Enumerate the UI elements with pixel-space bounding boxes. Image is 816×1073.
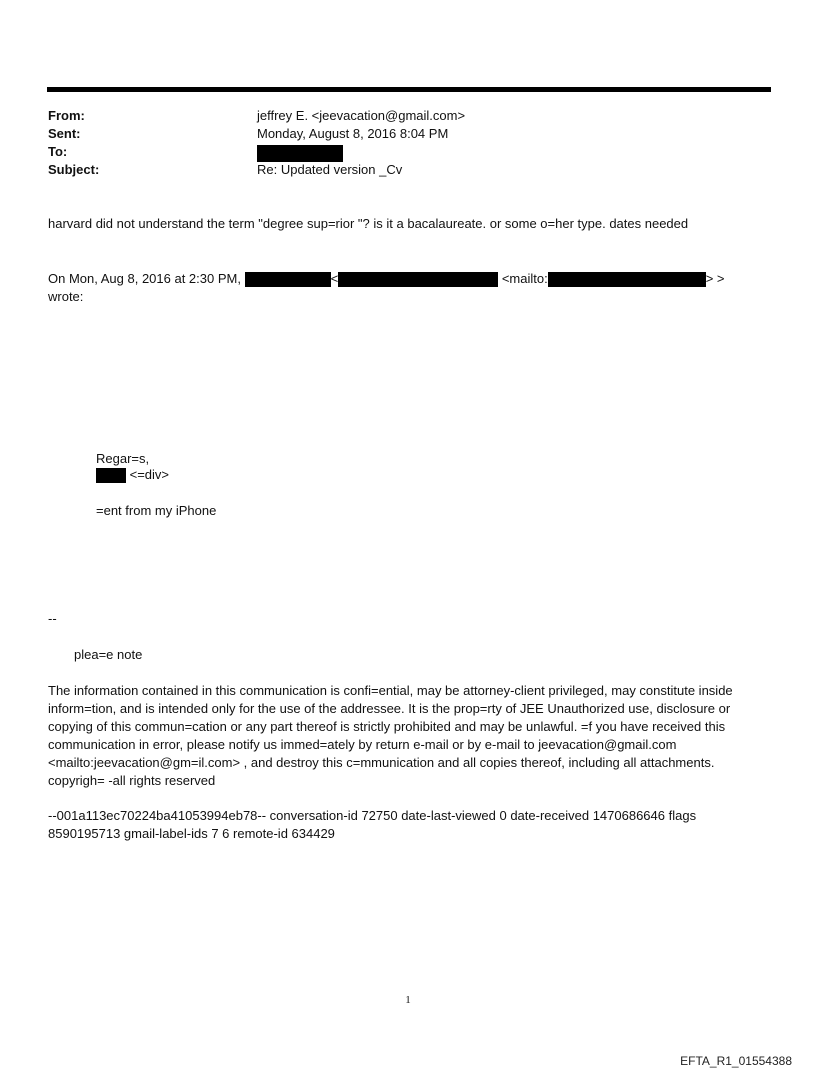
quote-line [48, 270, 725, 288]
please-note-text: plea=e note [74, 647, 143, 662]
regards-text: Regar=s, [96, 451, 150, 466]
subject-label: Subject: [48, 162, 100, 177]
email-header [48, 107, 768, 179]
sent-value: Monday, August 8, 2016 8:04 PM [257, 126, 449, 141]
from-row [48, 107, 768, 125]
disclaimer-text: The information contained in this communication is confi=ential, may be attorney-client privileged, may constitute inside inform=tion, and is intended only for the use of the addressee. It is the prop=rty of JEE Unauthorized use, disclosure or copying of this commun=cation or any part thereof is strictly prohibited and may be unlawful. =f you have received this communication in error, please notify us immed=ately by return e-mail or by e-mail to jeevacation@gmail.com <mailto:jeevacation@gm=il.com> , and destroy this c=mmunication and all copies thereof, including all attachments. copyrigh= -all rights reserved [48, 683, 733, 788]
sender-name-redaction [245, 272, 331, 287]
subject-row [48, 161, 768, 179]
metadata-text: --001a113ec70224ba41053994eb78-- conversation-id 72750 date-last-viewed 0 date-received 1470686646 flags 8590195713 gmail-label-ids 7 6 remote-id 634429 [48, 808, 697, 841]
sent-label: Sent: [48, 126, 81, 141]
quote-mailto: <mailto: [501, 271, 548, 286]
to-row [48, 143, 768, 161]
quote-prefix: On Mon, Aug 8, 2016 at 2:30 PM, [48, 271, 241, 286]
quote-lt: < [330, 271, 339, 286]
subject-value: Re: Updated version _Cv [257, 162, 403, 177]
mailto-redaction [548, 272, 706, 287]
signature-redaction [96, 468, 126, 483]
signature-line [96, 466, 169, 484]
message-text: harvard did not understand the term "degree sup=rior "? is it a bacalaureate. or some o=her type. dates needed [48, 216, 689, 231]
from-value: jeffrey E. <jeevacation@gmail.com> [257, 108, 466, 123]
div-tag-text: <=div> [129, 467, 170, 482]
from-label: From: [48, 108, 85, 123]
quote-wrote: wrote: [48, 289, 84, 304]
sent-row [48, 125, 768, 143]
sent-from-text: =ent from my iPhone [96, 503, 217, 518]
separator-text: -- [48, 611, 57, 626]
document-id: EFTA_R1_01554388 [680, 1054, 792, 1068]
to-label: To: [48, 144, 68, 159]
quote-end: > > [705, 271, 725, 286]
to-redaction [257, 145, 343, 162]
to-value [257, 143, 343, 162]
page-number: 1 [405, 994, 411, 1006]
header-rule [47, 87, 771, 92]
sender-email-redaction [338, 272, 498, 287]
